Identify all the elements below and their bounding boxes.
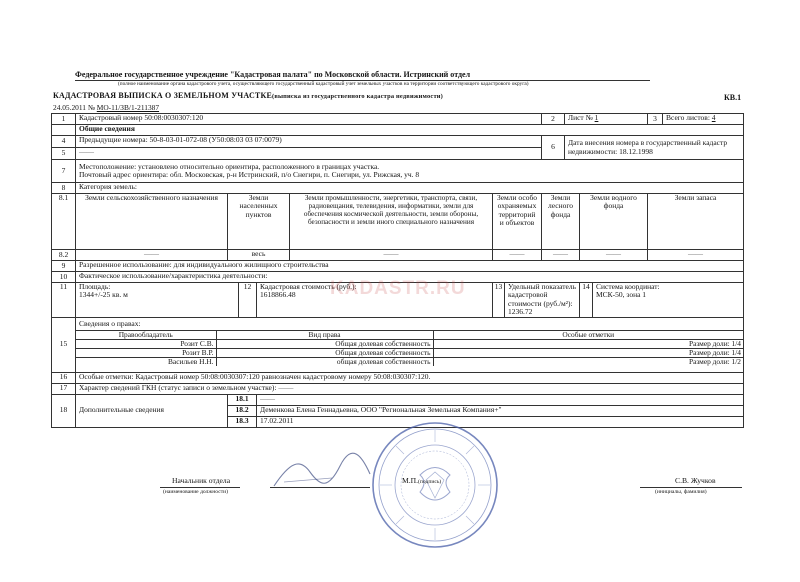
document-title <box>53 91 443 100</box>
sub-row-num: 18.2 <box>228 405 257 416</box>
actual-use: Фактическое использование/характеристика деятельности: <box>76 272 744 283</box>
row-num: 3 <box>648 114 663 125</box>
row-land-category-values <box>52 250 744 261</box>
category-reserve: Земли запаса <box>648 194 744 250</box>
row-num: 7 <box>52 160 76 183</box>
row-land-category-headers <box>52 194 744 250</box>
row-permitted-use <box>52 261 744 272</box>
row-num: 8.1 <box>52 194 76 250</box>
coord-system-cell <box>593 283 744 318</box>
rights-type: Общая долевая собственность <box>216 348 433 357</box>
category-forest: Земли лесного фонда <box>542 194 580 250</box>
additional-info-value: Деменкова Елена Геннадьевна, ООО "Региональная Земельная Компания+" <box>257 405 744 416</box>
general-heading: Общие сведения <box>76 125 744 136</box>
area-label: Площадь: <box>79 282 111 291</box>
coord-system-label: Система координат: <box>596 282 660 291</box>
record-status-value: —— <box>278 383 294 392</box>
location-line2: Почтовый адрес ориентира: обл. Московская, р-н Истринский, п/о Снегири, п. Снегири, ул. Рижская, уч. 8 <box>79 170 420 179</box>
category-agricultural: Земли сельскохозяйственного назначения <box>76 194 228 250</box>
row-num: 15 <box>52 317 76 372</box>
number-sign: № <box>87 103 95 112</box>
rights-header-owner: Правообладатель <box>76 330 216 339</box>
stamp-place-label: М.П. <box>402 476 419 485</box>
row-num: 14 <box>580 283 593 318</box>
cadastral-cost-label: Кадастровая стоимость (руб.): <box>260 282 357 291</box>
row-num: 2 <box>542 114 565 125</box>
special-notes: Особые отметки: Кадастровый номер 50:08:0030307:120 равнозначен кадастровому номеру 50:08:030307:120. <box>76 372 744 383</box>
category-value: весь <box>228 250 290 261</box>
signer-name-note: (инициалы, фамилия) <box>655 489 707 495</box>
watermark: KADASTR.RU <box>330 278 466 299</box>
document-title-note: (выписка из государственного кадастра недвижимости) <box>272 93 443 100</box>
form-code: КВ.1 <box>724 93 742 102</box>
rights-note: Размер доли: 1/2 <box>433 357 743 366</box>
area-value: 1344+/-25 кв. м <box>79 290 128 300</box>
rights-title: Сведения о правах: <box>79 318 141 328</box>
signer-position: Начальник отдела <box>172 476 231 485</box>
specific-cost-cell <box>505 283 580 318</box>
row-num: 11 <box>52 283 76 318</box>
category-settlements: Земли населенных пунктов <box>228 194 290 250</box>
record-status-label: Характер сведений ГКН (статус записи о земельном участке): <box>79 383 277 392</box>
category-value: —— <box>290 250 493 261</box>
category-industry: Земли промышленности, энергетики, транспорта, связи, радиовещания, телевидения, информатики, земли для обеспечения космической деятельности, земли обороны, безопасности и земли иного специального назначения <box>290 194 493 250</box>
signer-name-line <box>640 487 742 488</box>
rights-header-notes: Особые отметки <box>433 330 743 339</box>
row-num: 6 <box>542 136 565 160</box>
additional-info-value: —— <box>257 394 744 405</box>
additional-info-value: 17.02.2011 <box>257 416 744 427</box>
previous-numbers: Предыдущие номера: 50-8-03-01-072-08 (У50:08:03 03 07:0079) <box>76 136 542 148</box>
rights-row <box>76 357 743 366</box>
row-land-category <box>52 183 744 194</box>
row-num: 12 <box>239 283 257 318</box>
extract-table <box>51 113 744 428</box>
rights-header <box>76 330 743 339</box>
sub-row-num: 18.3 <box>228 416 257 427</box>
category-water: Земли водного фонда <box>580 194 648 250</box>
organization-note: (полное наименование органа кадастрового учета, осуществляющего государственный кадастровый учет земельных участков на территории соответствующего кадастрового округа) <box>118 81 529 87</box>
rights-note: Размер доли: 1/4 <box>433 348 743 357</box>
rights-type: общая долевая собственность <box>216 357 433 366</box>
record-status <box>76 383 744 394</box>
cadastral-number-value: 50:08:0030307:120 <box>144 113 204 122</box>
row-general <box>52 125 744 136</box>
land-category-label: Категория земель: <box>76 183 744 194</box>
cadastral-number-label: Кадастровый номер <box>79 113 143 122</box>
row-5-value: —— <box>76 148 542 160</box>
area-cell <box>76 283 239 318</box>
sub-row-num: 18.1 <box>228 394 257 405</box>
specific-cost-label: Удельный показатель кадастровой стоимости (руб./м²): <box>508 282 576 308</box>
row-num: 5 <box>52 148 76 160</box>
sheet-cell <box>565 114 648 125</box>
cadastral-cost-value: 1618866.48 <box>260 290 296 300</box>
category-value: —— <box>76 250 228 261</box>
category-value: —— <box>648 250 744 261</box>
row-record-status <box>52 383 744 394</box>
permitted-use: Разрешенное использование: для индивидуального жилищного строительства <box>76 261 744 272</box>
row-num: 9 <box>52 261 76 272</box>
row-location <box>52 160 744 183</box>
row-num: 13 <box>493 283 505 318</box>
category-value: —— <box>542 250 580 261</box>
signer-position-note: (наименование должности) <box>163 489 229 495</box>
specific-cost-value: 1236.72 <box>508 307 533 317</box>
rights-type: Общая долевая собственность <box>216 339 433 348</box>
cadastral-number-cell <box>76 114 542 125</box>
rights-owner: Розит В.Р. <box>76 348 216 357</box>
sheet-label: Лист № <box>568 113 593 122</box>
rights-owner: Васильев Н.Н. <box>76 357 216 366</box>
sheet-value: 1 <box>594 113 599 122</box>
signature-note: (подпись) <box>418 479 442 485</box>
signature-line <box>270 487 370 488</box>
signer-name: С.В. Жучков <box>675 476 716 485</box>
row-num: 18 <box>52 394 76 427</box>
stamp-place <box>402 476 441 485</box>
location-cell <box>76 160 744 183</box>
row-num: 17 <box>52 383 76 394</box>
document-number: МО-11/ЗВ/1-211387 <box>96 103 160 112</box>
rights-row <box>76 348 743 357</box>
rights-owner: Розит С.В. <box>76 339 216 348</box>
category-protected: Земли особо охраняемых территорий и объектов <box>493 194 542 250</box>
coord-system-value: МСК-50, зона 1 <box>596 290 647 300</box>
official-seal <box>370 420 500 550</box>
additional-info-label: Дополнительные сведения <box>76 394 228 427</box>
rights-header-type: Вид права <box>216 330 433 339</box>
document-date-number <box>53 103 159 112</box>
row-rights <box>52 317 744 372</box>
total-sheets-cell <box>663 114 744 125</box>
category-value: —— <box>493 250 542 261</box>
registration-date: Дата внесения номера в государственный кадастр недвижимости: 18.12.1998 <box>565 136 744 160</box>
row-num: 16 <box>52 372 76 383</box>
row-num: 8 <box>52 183 76 194</box>
row-num: 10 <box>52 272 76 283</box>
total-sheets-value: 4 <box>711 113 716 122</box>
row-previous-numbers <box>52 136 744 148</box>
signer-position-line <box>160 487 240 488</box>
row-num: 8.2 <box>52 250 76 261</box>
organization-name: Федеральное государственное учреждение "Кадастровая палата" по Московской области. Истринский отдел <box>75 70 471 79</box>
row-additional-1 <box>52 394 744 405</box>
category-value: —— <box>580 250 648 261</box>
row-cadastral-number <box>52 114 744 125</box>
row-num: 4 <box>52 136 76 148</box>
total-sheets-label: Всего листов: <box>666 113 710 122</box>
rights-note: Размер доли: 1/4 <box>433 339 743 348</box>
rights-cell <box>76 317 744 372</box>
rights-table <box>76 330 743 367</box>
row-special-notes <box>52 372 744 383</box>
row-num: 1 <box>52 114 76 125</box>
location-line1: Местоположение: установлено относительно ориентира, расположенного в границах участка. <box>79 161 380 171</box>
rights-row <box>76 339 743 348</box>
document-title-main: КАДАСТРОВАЯ ВЫПИСКА О ЗЕМЕЛЬНОМ УЧАСТКЕ <box>53 91 272 100</box>
document-date: 24.05.2011 <box>53 103 86 112</box>
